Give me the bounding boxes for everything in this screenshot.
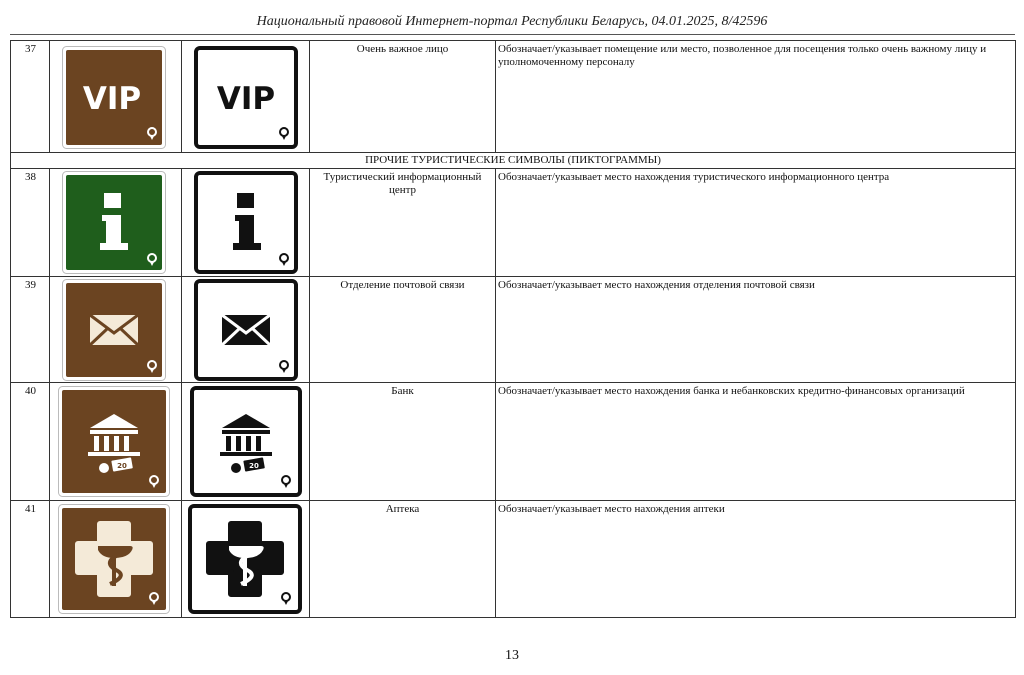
sign-name: Отделение почтовой связи [310,277,496,383]
color-sign-cell [50,501,182,618]
vip-color-text: VIP [82,81,142,117]
table-row [11,169,1016,277]
header-divider [10,34,1015,35]
bank-icon [58,386,170,497]
table-row [11,277,1016,383]
color-sign-cell [50,169,182,277]
vip-icon [62,46,166,149]
row-number: 37 [11,41,50,153]
row-number: 38 [11,169,50,277]
info-icon [62,171,166,274]
sign-name: Банк [310,383,496,501]
bank-mono-note-text: 20 [249,462,259,470]
table-row [11,41,1016,153]
mono-sign-cell [182,501,310,618]
envelope-icon [194,279,298,381]
table-row [11,501,1016,618]
signs-table [10,40,1016,618]
sign-name: Аптека [310,501,496,618]
row-number: 40 [11,383,50,501]
envelope-icon [62,279,166,381]
document-header: Национальный правовой Интернет-портал Республики Беларусь, 04.01.2025, 8/42596 [256,14,768,29]
mono-sign-cell [182,277,310,383]
info-icon [194,171,298,274]
mono-sign-cell [182,383,310,501]
sign-description: Обозначает/указывает помещение или место, позволенное для посещения только очень важному лицу и уполномоченному персоналу [496,41,1016,153]
mono-sign-cell [182,169,310,277]
color-sign-cell [50,277,182,383]
section-row [11,153,1016,169]
page-number: 13 [505,648,519,663]
sign-description: Обозначает/указывает место нахождения туристического информационного центра [496,169,1016,277]
sign-name: Туристический информационный центр [310,169,496,277]
sign-description: Обозначает/указывает место нахождения аптеки [496,501,1016,618]
sign-description: Обозначает/указывает место нахождения отделения почтовой связи [496,277,1016,383]
section-title: ПРОЧИЕ ТУРИСТИЧЕСКИЕ СИМВОЛЫ (ПИКТОГРАММЫ) [11,153,1016,169]
vip-icon [194,46,298,149]
bank-color-note-text: 20 [117,462,127,470]
sign-name: Очень важное лицо [310,41,496,153]
pharmacy-icon [58,504,170,614]
bank-icon [190,386,302,497]
sign-description: Обозначает/указывает место нахождения банка и небанковских кредитно-финансовых организаций [496,383,1016,501]
color-sign-cell [50,383,182,501]
pharmacy-icon [188,504,302,614]
table-row [11,383,1016,501]
vip-mono-text: VIP [216,81,276,117]
row-number: 41 [11,501,50,618]
mono-sign-cell [182,41,310,153]
color-sign-cell [50,41,182,153]
row-number: 39 [11,277,50,383]
